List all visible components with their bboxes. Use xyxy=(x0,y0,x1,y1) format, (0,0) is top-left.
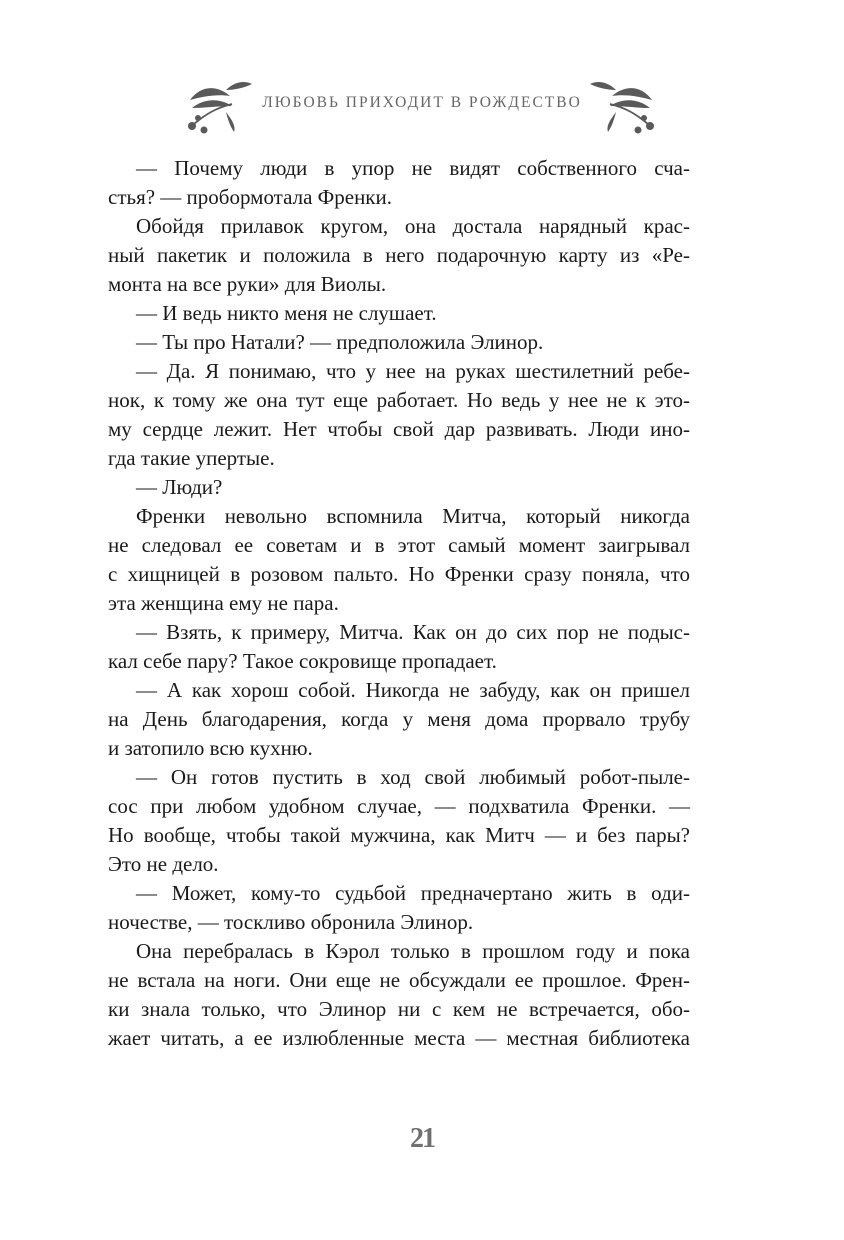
text-line: — Ты про Натали? — предположила Элинор. xyxy=(136,330,544,354)
page-number: 21 xyxy=(410,1123,434,1154)
text-line: нок, к тому же она тут еще работает. Но ведь у нее не к это- xyxy=(108,388,690,412)
text-line: ный пакетик и положила в него подарочную карту из «Ре- xyxy=(108,243,690,267)
text-line: — Да. Я понимаю, что у нее на руках шестилетний ребе- xyxy=(136,359,690,383)
text-line: эта женщина ему не пара. xyxy=(108,591,339,615)
text-line: стья? — пробормотала Френки. xyxy=(108,185,393,209)
text-line: — Взять, к примеру, Митча. Как он до сих пор не подыс- xyxy=(136,620,690,644)
text-line: Но вообще, чтобы такой мужчина, как Митч — и без пары? xyxy=(108,823,690,847)
text-line: монта на все руки» для Виолы. xyxy=(108,272,387,296)
running-head: ЛЮБОВЬ ПРИХОДИТ В РОЖДЕСТВО xyxy=(262,94,582,111)
text-line: ночестве, — тоскливо обронила Элинор. xyxy=(108,910,474,934)
text-line: с хищницей в розовом пальто. Но Френки сразу поняла, что xyxy=(108,562,690,586)
text-line: — Почему люди в упор не видят собственного сча- xyxy=(136,156,690,180)
page-header xyxy=(0,74,844,138)
text-line: Это не дело. xyxy=(108,852,219,876)
text-line: — Люди? xyxy=(136,475,223,499)
text-line: — Может, кому-то судьбой предначертано жить в оди- xyxy=(136,881,690,905)
text-line: не следовал ее советам и в этот самый момент заигрывал xyxy=(108,533,690,557)
text-line: сос при любом удобном случае, — подхватила Френки. — xyxy=(108,794,690,818)
text-line: гда такие упертые. xyxy=(108,446,275,470)
text-line: кал себе пару? Такое сокровище пропадает. xyxy=(108,649,497,673)
text-line: на День благодарения, когда у меня дома прорвало трубу xyxy=(108,707,690,731)
body-text xyxy=(108,154,690,1053)
text-line: Френки невольно вспомнила Митча, который никогда xyxy=(136,504,690,528)
text-line: — И ведь никто меня не слушает. xyxy=(136,301,437,325)
text-line: — Он готов пустить в ход свой любимый робот-пыле- xyxy=(136,765,690,789)
text-line: ки знала только, что Элинор ни с кем не встречается, обо- xyxy=(108,997,690,1021)
text-line: — А как хорош собой. Никогда не забуду, как он пришел xyxy=(136,678,690,702)
text-line: Она перебралась в Кэрол только в прошлом году и пока xyxy=(136,939,690,963)
text-line: Обойдя прилавок кругом, она достала нарядный крас- xyxy=(136,214,690,238)
text-line: не встала на ноги. Они еще не обсуждали ее прошлое. Френ- xyxy=(108,968,690,992)
text-line: и затопило всю кухню. xyxy=(108,736,313,760)
holly-leaves-icon xyxy=(566,74,656,138)
text-line: му сердце лежит. Нет чтобы свой дар развивать. Люди ино- xyxy=(108,417,690,441)
text-line: жает читать, а ее излюбленные места — местная библиотека xyxy=(108,1026,690,1050)
